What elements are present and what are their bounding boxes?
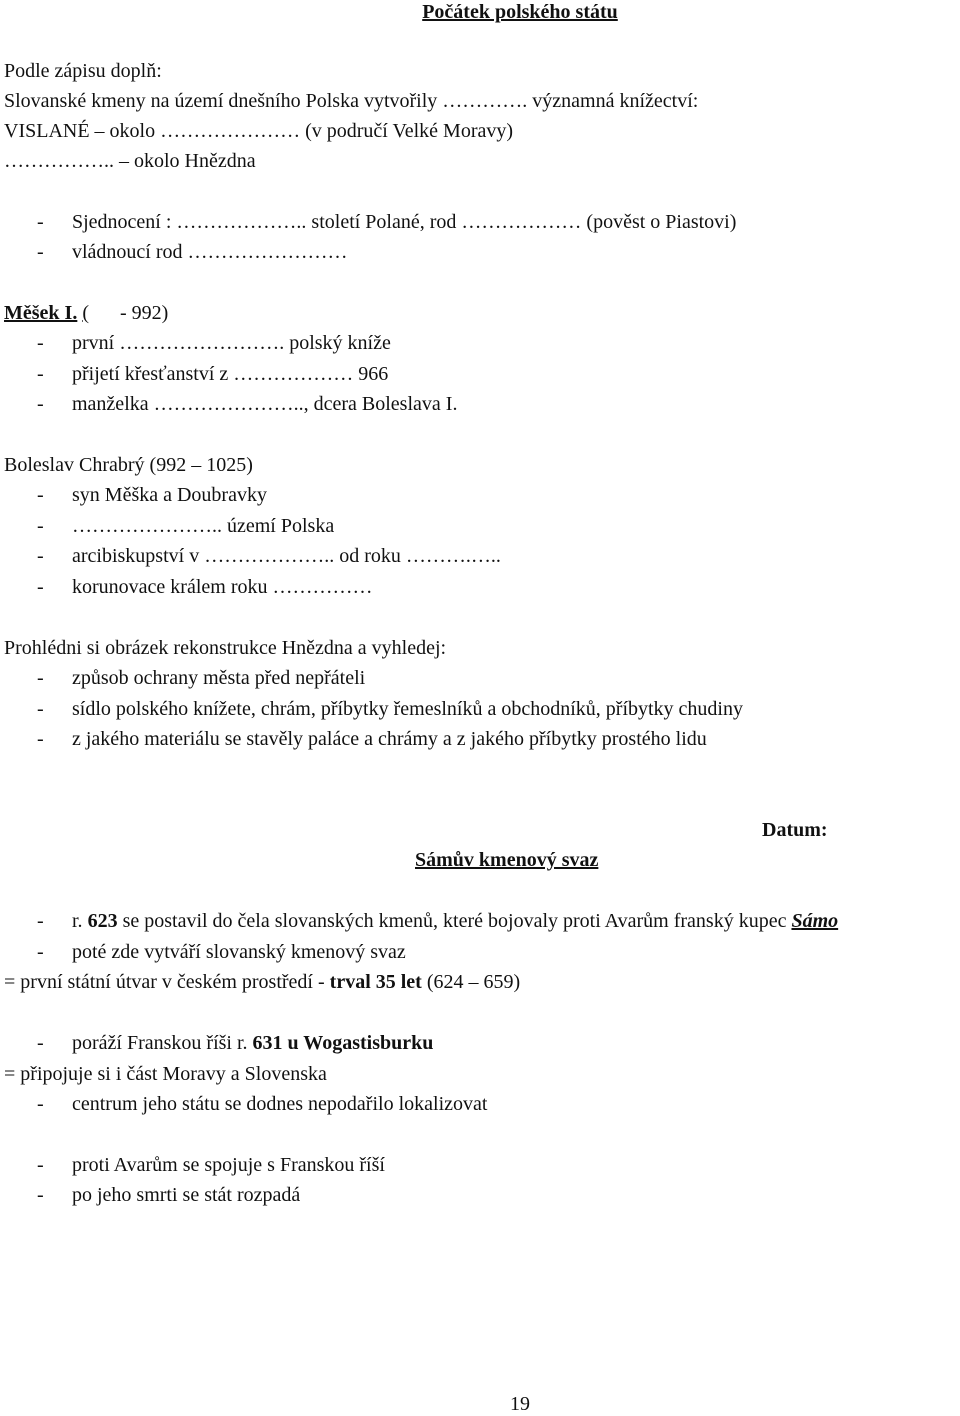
bullet-dash: - bbox=[37, 332, 44, 354]
bullet-dash: - bbox=[37, 1154, 44, 1176]
bullet-dash: - bbox=[37, 211, 44, 233]
page-title: Počátek polského státu bbox=[422, 1, 618, 23]
bullet-dash: - bbox=[37, 241, 44, 263]
datum-label: Datum: bbox=[762, 819, 828, 841]
bullet-dash: - bbox=[37, 667, 44, 689]
statement-line: = první státní útvar v českém prostředí - trval 35 let (624 – 659) bbox=[4, 971, 521, 993]
bullet-dash: - bbox=[37, 484, 44, 506]
duration: trval 35 let bbox=[329, 971, 422, 993]
list-item: z jakého materiálu se stavěly paláce a chrámy a z jakého příbytky prostého lidu bbox=[72, 728, 707, 750]
bullet-dash: - bbox=[37, 545, 44, 567]
list-item: první ……………………. polský kníže bbox=[72, 332, 391, 354]
fill-line: Slovanské kmeny na území dnešního Polska vytvořily …………. významná knížectví: bbox=[4, 90, 699, 112]
mesek-name: Měšek I. bbox=[4, 302, 78, 324]
samo-name: Sámo bbox=[791, 910, 839, 932]
list-item: vládnoucí rod …………………… bbox=[72, 241, 348, 263]
bullet-dash: - bbox=[37, 941, 44, 963]
list-item: po jeho smrti se stát rozpadá bbox=[72, 1184, 301, 1206]
list-item: syn Měška a Doubravky bbox=[72, 484, 267, 506]
bullet-dash: - bbox=[37, 1184, 44, 1206]
intro-text: Podle zápisu doplň: bbox=[4, 60, 162, 82]
page-number: 19 bbox=[510, 1393, 530, 1415]
boleslav-heading: Boleslav Chrabrý (992 – 1025) bbox=[4, 454, 253, 476]
list-item: manželka ………………….., dcera Boleslava I. bbox=[72, 393, 458, 415]
statement-line: = připojuje si i část Moravy a Slovenska bbox=[4, 1063, 327, 1085]
list-item: arcibiskupství v ……………….. od roku ……….….. bbox=[72, 545, 501, 567]
year-623: 623 bbox=[87, 910, 118, 932]
list-item: Sjednocení : ……………….. století Polané, rod ……………… (pověst o Piastovi) bbox=[72, 211, 737, 233]
mesek-years: - 992) bbox=[120, 302, 169, 324]
bullet-dash: - bbox=[37, 363, 44, 385]
list-item: centrum jeho státu se dodnes nepodařilo lokalizovat bbox=[72, 1093, 488, 1115]
bullet-dash: - bbox=[37, 1032, 44, 1054]
list-item: r. 623 se postavil do čela slovanských kmenů, které bojovaly proti Avarům franský kupec Sámo bbox=[72, 910, 839, 932]
battle: 631 u Wogastisburku bbox=[252, 1032, 434, 1054]
bullet-dash: - bbox=[37, 728, 44, 750]
bullet-dash: - bbox=[37, 1093, 44, 1115]
bullet-dash: - bbox=[37, 515, 44, 537]
list-item: proti Avarům se spojuje s Franskou říší bbox=[72, 1154, 385, 1176]
picture-heading: Prohlédni si obrázek rekonstrukce Hnězdna a vyhledej: bbox=[4, 637, 447, 659]
list-item: ………………….. území Polska bbox=[72, 515, 335, 537]
bullet-dash: - bbox=[37, 698, 44, 720]
list-item: sídlo polského knížete, chrám, příbytky řemeslníků a obchodníků, příbytky chudiny bbox=[72, 698, 743, 720]
list-item: způsob ochrany města před nepřáteli bbox=[72, 667, 366, 689]
bullet-dash: - bbox=[37, 576, 44, 598]
mesek-years-open: ( bbox=[82, 302, 89, 324]
list-item: poté zde vytváří slovanský kmenový svaz bbox=[72, 941, 406, 963]
list-item: přijetí křesťanství z ……………… 966 bbox=[72, 363, 389, 385]
bullet-dash: - bbox=[37, 393, 44, 415]
fill-line: VISLANÉ – okolo ………………… (v područí Velké Moravy) bbox=[4, 120, 514, 142]
list-item: poráží Franskou říši r. 631 u Wogastisburku bbox=[72, 1032, 434, 1054]
mesek-heading bbox=[4, 301, 168, 325]
section-title: Sámův kmenový svaz bbox=[415, 849, 599, 871]
list-item: korunovace králem roku …………… bbox=[72, 576, 373, 598]
bullet-dash: - bbox=[37, 910, 44, 932]
fill-line: …………….. – okolo Hnězdna bbox=[4, 150, 256, 172]
